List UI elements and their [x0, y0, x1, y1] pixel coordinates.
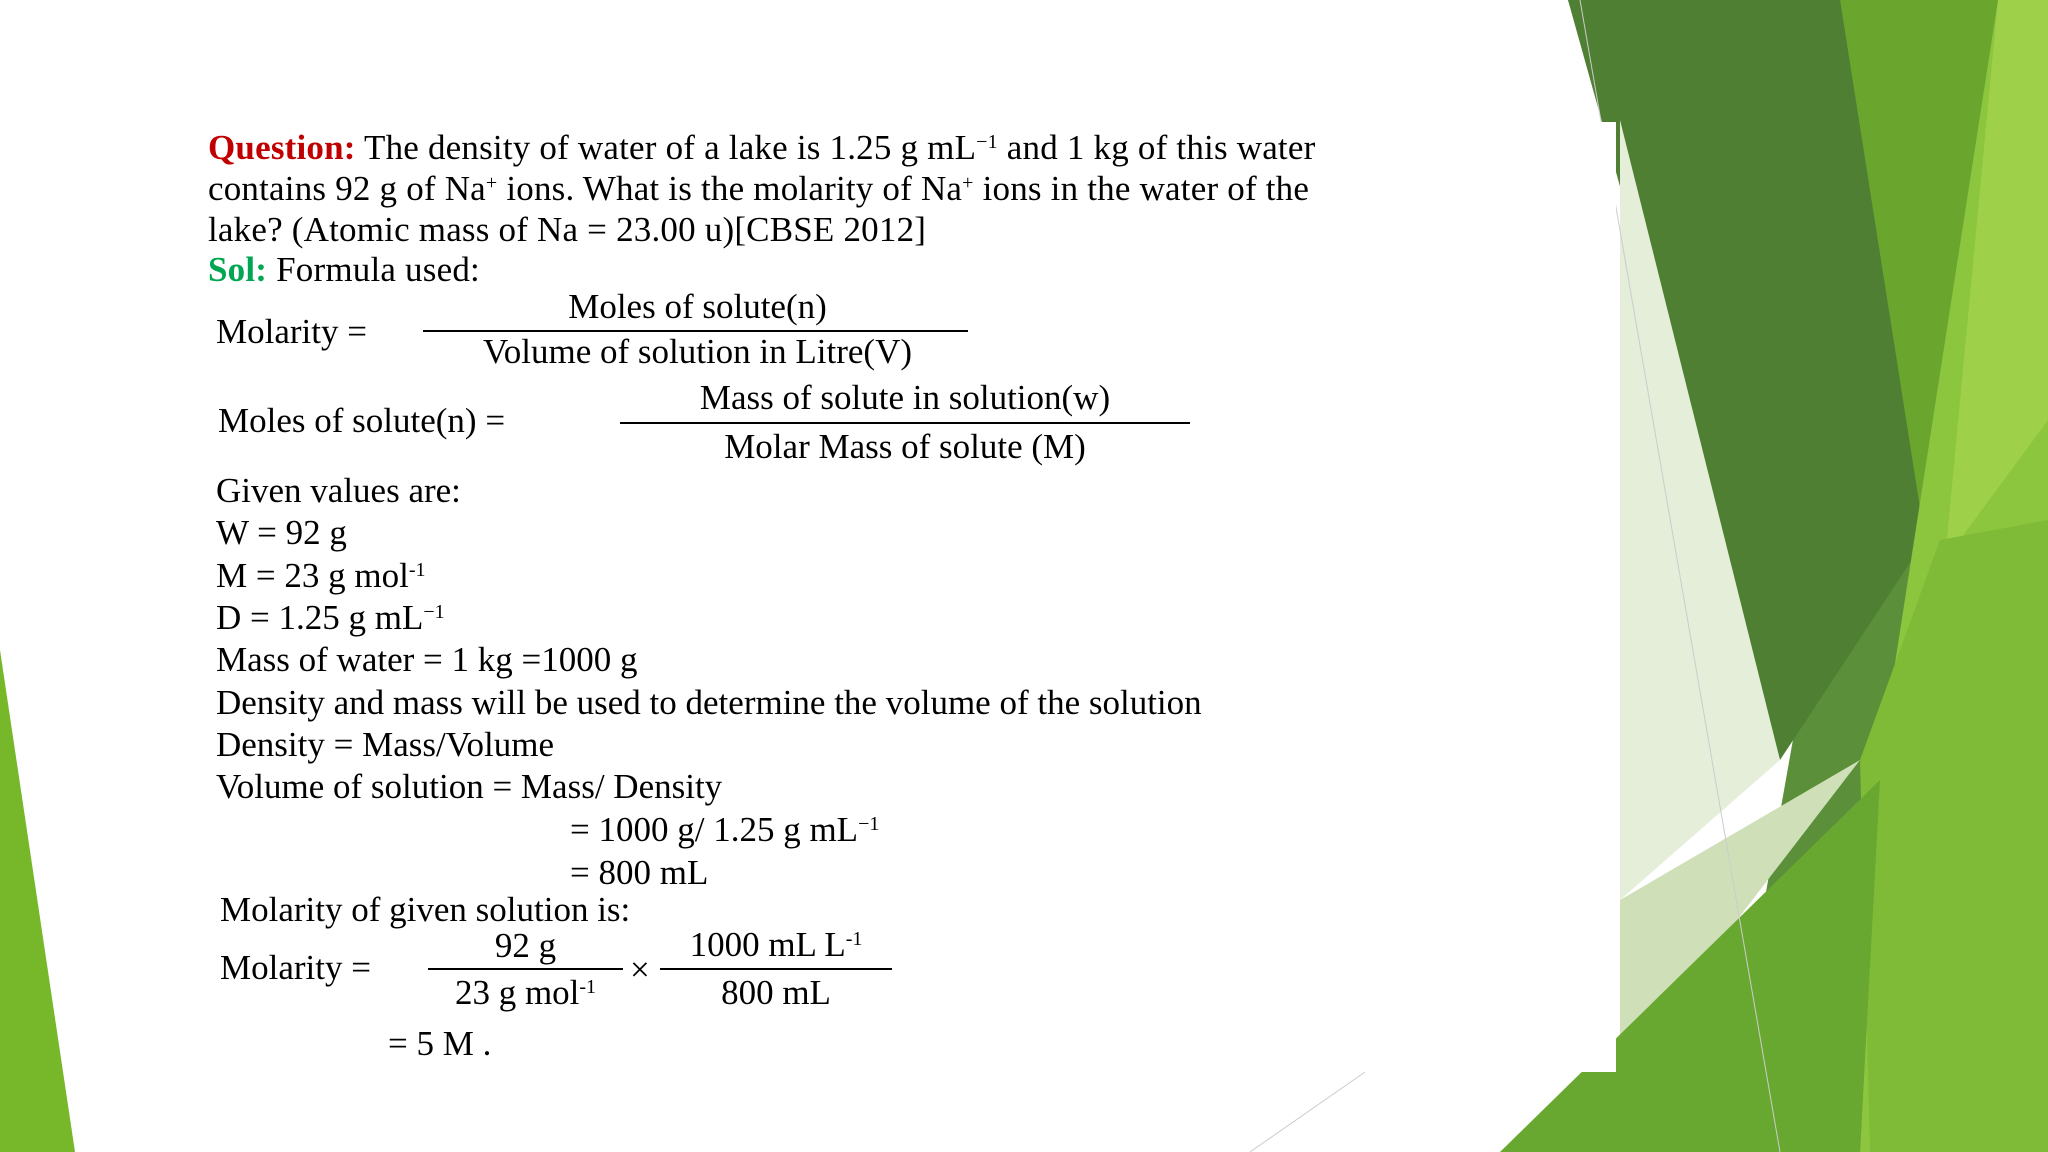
multiply-sign: ×: [630, 950, 650, 989]
given-m: M = 23 g mol$^{-1}$: [216, 556, 426, 595]
question-line-3: lake? (Atomic mass of Na = 23.00 u)[CBSE 2012]: [208, 210, 927, 249]
fraction2-numerator: 1000 mL $L^{-1}$: [689, 925, 863, 964]
fraction2-denominator: 800 mL: [721, 973, 831, 1012]
formula2-denominator: Molar Mass of solute (M): [724, 427, 1086, 466]
question-label: Question:: [208, 128, 356, 167]
molarity-heading: Molarity of given solution is:: [220, 890, 631, 929]
density-note: Density and mass will be used to determine the volume of the solution: [216, 683, 1202, 722]
density-definition: Density = Mass/Volume: [216, 725, 554, 764]
question-line-2: contains 92 g of Na+ ions. What is the molarity of Na+ ions in the water of the: [208, 169, 1310, 208]
formula2-lhs: Moles of solute(n) =: [218, 401, 506, 440]
formula1-denominator: Volume of solution in Litre(V): [482, 332, 913, 371]
fraction2-bar: [660, 968, 892, 970]
formula2-fraction-bar: [620, 422, 1190, 424]
volume-calculation: = 1000 g/ 1.25 g $mL^{-1}$: [570, 810, 880, 849]
molarity-lhs: Molarity =: [220, 948, 371, 987]
given-heading: Given values are:: [216, 471, 461, 510]
given-mass-water: Mass of water = 1 kg =1000 g: [216, 640, 638, 679]
formula1-lhs: Molarity =: [216, 312, 367, 351]
solution-heading: Sol: Formula used:: [208, 250, 480, 289]
formula1-numerator: Moles of solute(n): [568, 287, 827, 326]
given-w: W = 92 g: [216, 513, 347, 552]
sol-label: Sol:: [208, 250, 268, 289]
molarity-result: = 5 M .: [388, 1024, 492, 1063]
fraction1-bar: [428, 968, 623, 970]
question-line-1: Question: The density of water of a lake is 1.25 g $mL^{-1}$ and 1 kg of this water: [208, 128, 1316, 167]
volume-formula: Volume of solution = Mass/ Density: [216, 767, 723, 806]
given-d: D = 1.25 g $mL^{-1}$: [216, 598, 445, 637]
fraction1-numerator: 92 g: [494, 926, 557, 965]
volume-result: = 800 mL: [570, 853, 709, 892]
formula2-numerator: Mass of solute in solution(w): [699, 378, 1111, 417]
fraction1-denominator: 23 g mol$^{-1}$: [454, 973, 597, 1012]
